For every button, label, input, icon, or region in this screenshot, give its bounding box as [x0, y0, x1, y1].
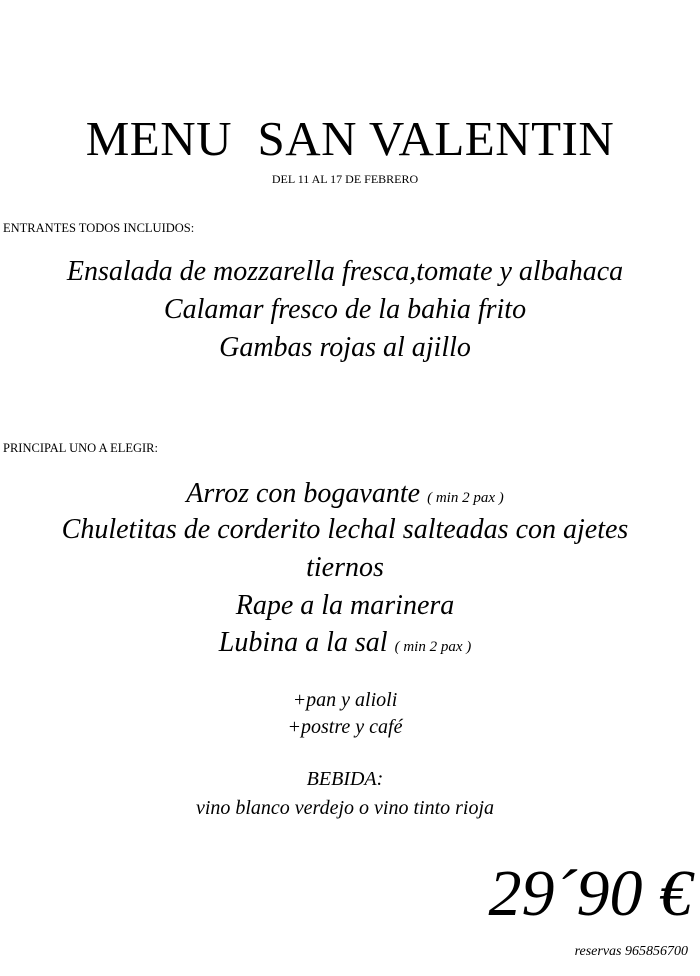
main-item: [0, 514, 690, 546]
reservations-phone: reservas 965856700: [574, 944, 688, 959]
drinks-text: vino blanco verdejo o vino tinto rioja: [195, 797, 495, 819]
main-item: [0, 478, 690, 510]
main-item-name: tiernos: [306, 552, 384, 583]
starters-label: ENTRANTES TODOS INCLUIDOS:: [3, 221, 195, 235]
main-item-name: Arroz con bogavante: [186, 478, 421, 509]
menu-price: 29´90 €: [488, 857, 692, 930]
main-item: [0, 552, 690, 584]
extra-item: +postre y café: [287, 716, 403, 738]
starter-item: Ensalada de mozzarella fresca,tomate y albahaca: [66, 256, 624, 287]
menu-title: MENU SAN VALENTIN: [85, 111, 615, 166]
main-item-name: Lubina a la sal: [218, 627, 388, 658]
mains-label: PRINCIPAL UNO A ELEGIR:: [3, 441, 158, 455]
main-item-name: Rape a la marinera: [235, 590, 455, 621]
main-item: [0, 627, 690, 659]
drinks-label: BEBIDA:: [306, 768, 384, 790]
starter-item: Gambas rojas al ajillo: [219, 332, 471, 363]
extra-item: +pan y alioli: [292, 689, 398, 711]
main-item: [0, 590, 690, 622]
main-item-note: ( min 2 pax ): [427, 490, 504, 506]
main-item-note: ( min 2 pax ): [394, 639, 472, 655]
menu-dates: DEL 11 AL 17 DE FEBRERO: [271, 172, 419, 186]
main-item-name: Chuletitas de corderito lechal salteadas con ajetes: [61, 514, 629, 545]
starter-item: Calamar fresco de la bahia frito: [163, 294, 527, 325]
